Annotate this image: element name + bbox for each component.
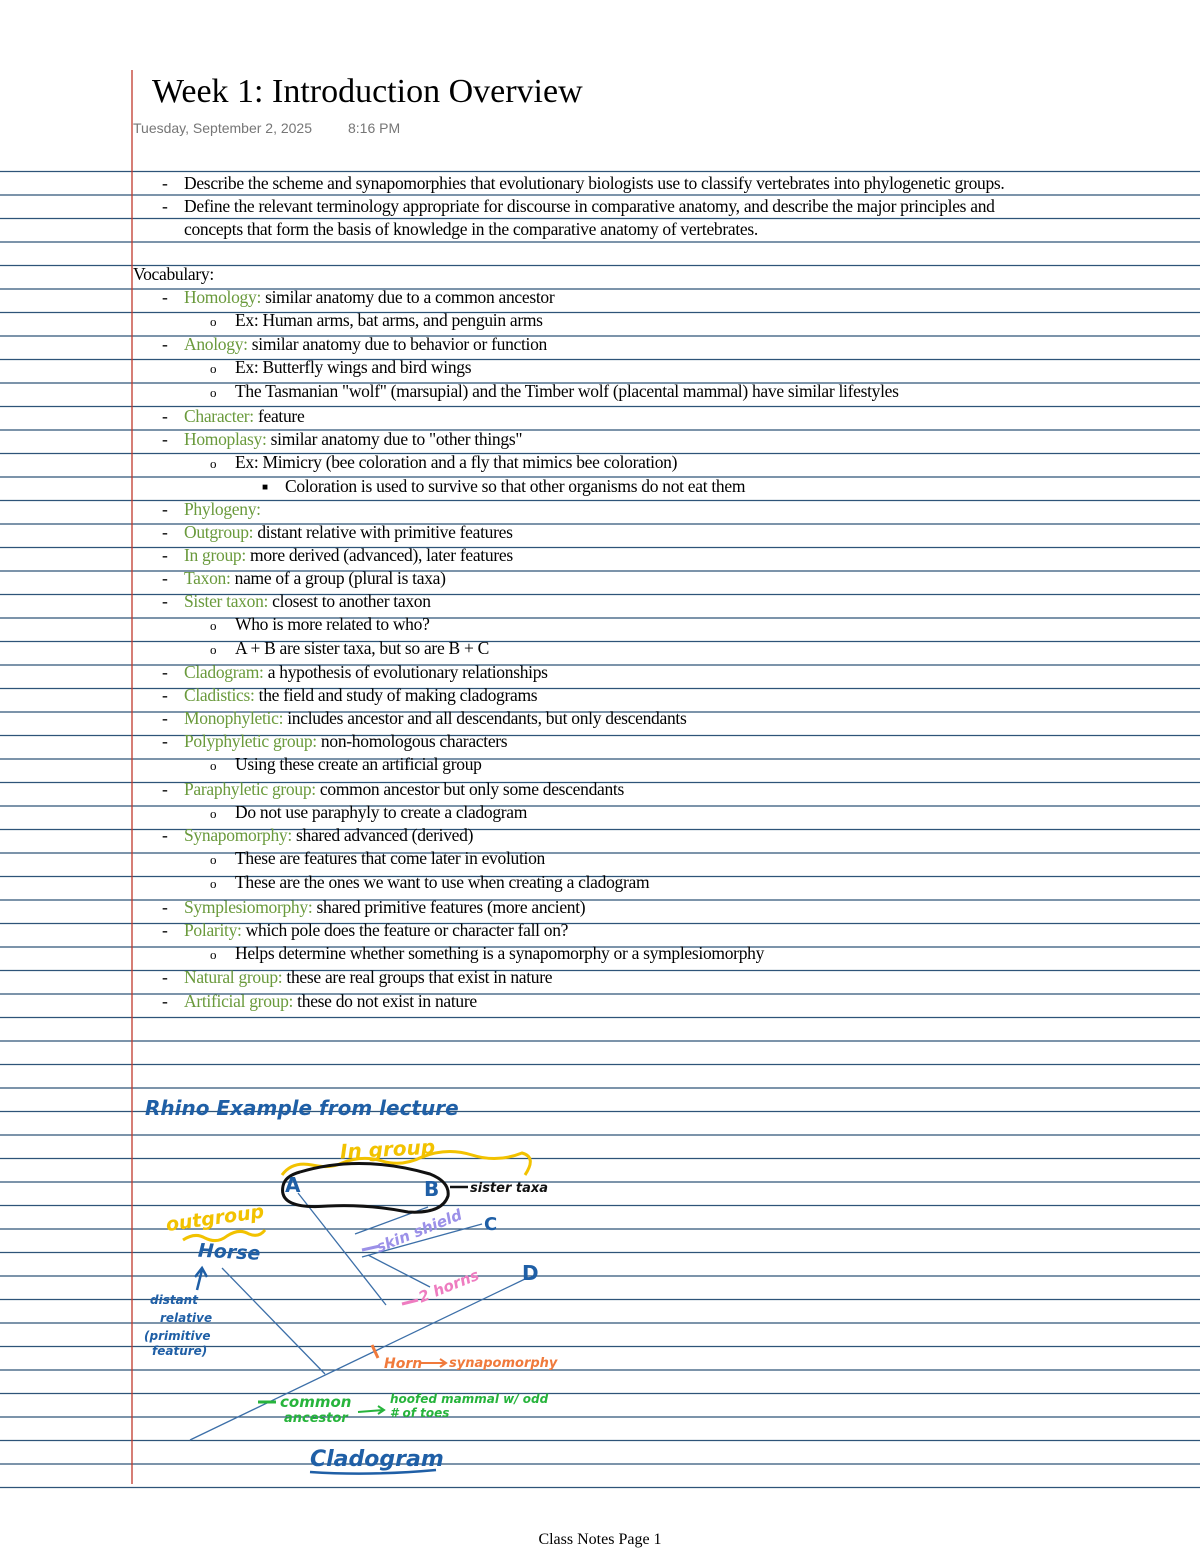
- taxon-b-label: B: [424, 1177, 440, 1201]
- cladogram-caption: Cladogram: [310, 1447, 444, 1472]
- vocab-entry: - Paraphyletic group: common ancestor but only some descendants: [162, 779, 625, 799]
- outgroup-label: outgroup: [164, 1200, 266, 1237]
- vocab-subitem: o A + B are sister taxa, but so are B + C: [210, 638, 489, 658]
- vocab-entry: - Symplesiomorphy: shared primitive features (more ancient): [162, 897, 586, 917]
- vocab-entry: - Phylogeny:: [162, 499, 261, 519]
- vocab-subsubitem: ■ Coloration is used to survive so that other organisms do not eat them: [262, 476, 746, 496]
- taxon-d-label: D: [522, 1261, 539, 1285]
- objective-item: - Describe the scheme and synapomorphies that evolutionary biologists use to classify vertebrates into phylogenetic groups.: [162, 173, 1005, 193]
- vocab-entry: - Homology: similar anatomy due to a common ancestor: [162, 287, 555, 307]
- vocab-subitem: o Helps determine whether something is a synapomorphy or a symplesiomorphy: [210, 943, 765, 963]
- page-footer: Class Notes Page 1: [538, 1531, 662, 1548]
- vocab-entry: - Anology: similar anatomy due to behavior or function: [162, 334, 548, 354]
- vocabulary-heading: Vocabulary:: [133, 264, 214, 284]
- vocab-subitem: o These are the ones we want to use when creating a cladogram: [210, 872, 650, 892]
- cladogram-branch-c: [368, 1255, 430, 1287]
- common-ancestor-line: common: [280, 1393, 352, 1411]
- page-time: 8:16 PM: [348, 120, 401, 136]
- in-group-label: In group: [339, 1134, 436, 1164]
- vocab-subitem: o Ex: Mimicry (bee coloration and a fly that mimics bee coloration): [210, 452, 678, 472]
- vocab-subitem: o These are features that come later in evolution: [210, 848, 545, 868]
- horn-arrow: [420, 1359, 446, 1367]
- objective-item-continued: concepts that form the basis of knowledge in the comparative anatomy of vertebrates.: [184, 219, 758, 239]
- vocab-subitem: o Ex: Butterfly wings and bird wings: [210, 357, 472, 377]
- two-horns-tick: [402, 1300, 418, 1304]
- sketch-heading: Rhino Example from lecture: [145, 1096, 459, 1120]
- vocab-entry: - Polyphyletic group: non-homologous characters: [162, 731, 508, 751]
- hoofed-mammal-line: # of toes: [390, 1406, 450, 1420]
- skin-shield-label: skin shield: [373, 1205, 465, 1257]
- horse-label: Horse: [197, 1239, 261, 1265]
- vocab-entry: - Taxon: name of a group (plural is taxa): [162, 568, 446, 588]
- horn-label: Horn: [384, 1356, 423, 1372]
- vocab-subitem: o Ex: Human arms, bat arms, and penguin arms: [210, 310, 543, 330]
- vocab-entry: - Character: feature: [162, 406, 305, 426]
- hoofed-mammal-line: hoofed mammal w/ odd: [390, 1392, 549, 1406]
- sister-taxa-label: sister taxa: [470, 1181, 549, 1196]
- vocab-entry: - Monophyletic: includes ancestor and all descendants, but only descendants: [162, 708, 687, 728]
- vocab-entry: - Homoplasy: similar anatomy due to "other things": [162, 429, 523, 449]
- vocab-subitem: o Using these create an artificial group: [210, 754, 482, 774]
- vocab-entry: - In group: more derived (advanced), later features: [162, 545, 513, 565]
- objective-item: - Define the relevant terminology appropriate for discourse in comparative anatomy, and describe the major principles and: [162, 196, 995, 216]
- distant-note-line: (primitive: [144, 1329, 211, 1343]
- distant-note-line: distant: [150, 1293, 198, 1307]
- page-title: Week 1: Introduction Overview: [152, 73, 583, 110]
- taxon-a-label: A: [285, 1173, 301, 1197]
- vocab-subitem: o Do not use paraphyly to create a cladogram: [210, 802, 528, 822]
- taxon-c-label: C: [484, 1214, 498, 1235]
- vocab-entry: - Synapomorphy: shared advanced (derived): [162, 825, 474, 845]
- vocab-entry: - Sister taxon: closest to another taxon: [162, 591, 431, 611]
- distant-note-line: relative: [160, 1311, 213, 1325]
- vocab-entry: - Artificial group: these do not exist in nature: [162, 991, 477, 1011]
- vocab-entry: - Polarity: which pole does the feature or character fall on?: [162, 920, 569, 940]
- horse-arrow: [195, 1268, 207, 1290]
- common-ancestor-line: ancestor: [284, 1411, 348, 1426]
- common-ancestor-arrow: [358, 1406, 384, 1414]
- vocab-entry: - Outgroup: distant relative with primitive features: [162, 522, 513, 542]
- two-horns-label: 2 horns: [415, 1265, 482, 1307]
- distant-note-line: feature): [152, 1344, 208, 1358]
- page-date: Tuesday, September 2, 2025: [133, 120, 312, 136]
- cladogram-branch-horse: [222, 1268, 325, 1374]
- vocab-entry: - Cladogram: a hypothesis of evolutionary relationships: [162, 662, 548, 682]
- synapomorphy-label: synapomorphy: [449, 1356, 558, 1371]
- vocab-entry: - Natural group: these are real groups that exist in nature: [162, 967, 553, 987]
- vocab-subitem: o Who is more related to who?: [210, 614, 430, 634]
- vocab-entry: - Cladistics: the field and study of making cladograms: [162, 685, 538, 705]
- vocab-subitem: o The Tasmanian "wolf" (marsupial) and the Timber wolf (placental mammal) have similar lifestyles: [210, 381, 899, 401]
